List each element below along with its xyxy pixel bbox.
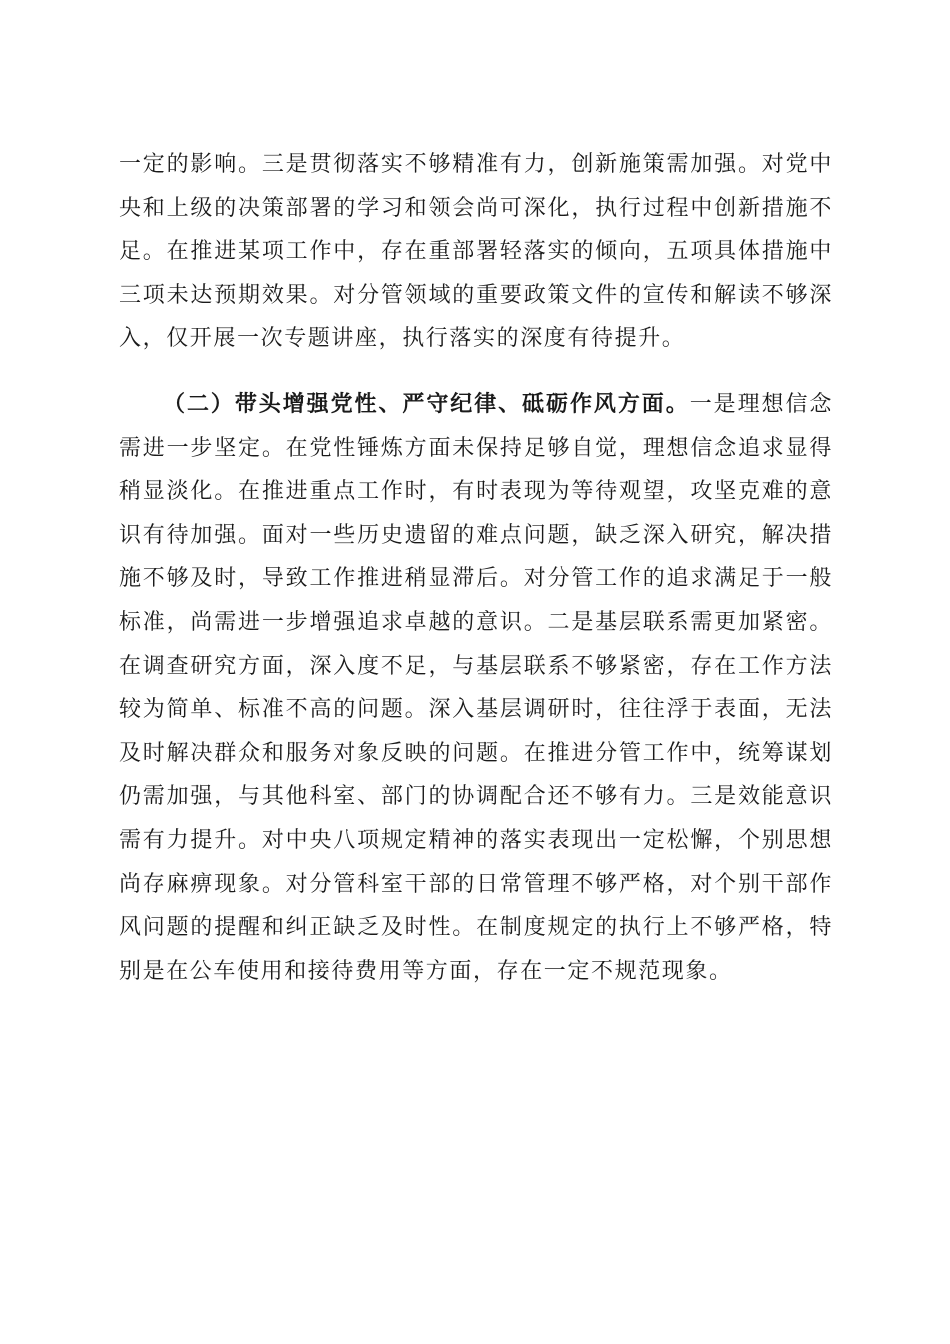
- section-heading: （二）带头增强党性、严守纪律、砥砺作风方面。: [163, 391, 690, 417]
- section-body-text: 一是理想信念需进一步坚定。在党性锤炼方面未保持足够自觉，理想信念追求显得稍显淡化。在推进重点工作时，有时表现为等待观望，攻坚克难的意识有待加强。面对一些历史遗留的难点问题，缺乏深入研究，解决措施不够及时，导致工作推进稍显滞后。对分管工作的追求满足于一般标准，尚需进一步增强追求卓越的意识。二是基层联系需更加紧密。在调查研究方面，深入度不足，与基层联系不够紧密，存在工作方法较为简单、标准不高的问题。深入基层调研时，往往浮于表面，无法及时解决群众和服务对象反映的问题。在推进分管工作中，统筹谋划仍需加强，与其他科室、部门的协调配合还不够有力。三是效能意识需有力提升。对中央八项规定精神的落实表现出一定松懈，个别思想尚存麻痹现象。对分管科室干部的日常管理不够严格，对个别干部作风问题的提醒和纠正缺乏及时性。在制度规定的执行上不够严格，特别是在公车使用和接待费用等方面，存在一定不规范现象。: [119, 392, 833, 984]
- paragraph-continuation-block: [119, 143, 833, 361]
- body-paragraph: 一定的影响。三是贯彻落实不够精准有力，创新施策需加强。对党中央和上级的决策部署的学习和领会尚可深化，执行过程中创新措施不足。在推进某项工作中，存在重部署轻落实的倾向，五项具体措施中三项未达预期效果。对分管领域的重要政策文件的宣传和解读不够深入，仅开展一次专题讲座，执行落实的深度有待提升。: [119, 152, 833, 352]
- section-paragraph: [119, 383, 833, 993]
- section-two-block: [119, 383, 833, 993]
